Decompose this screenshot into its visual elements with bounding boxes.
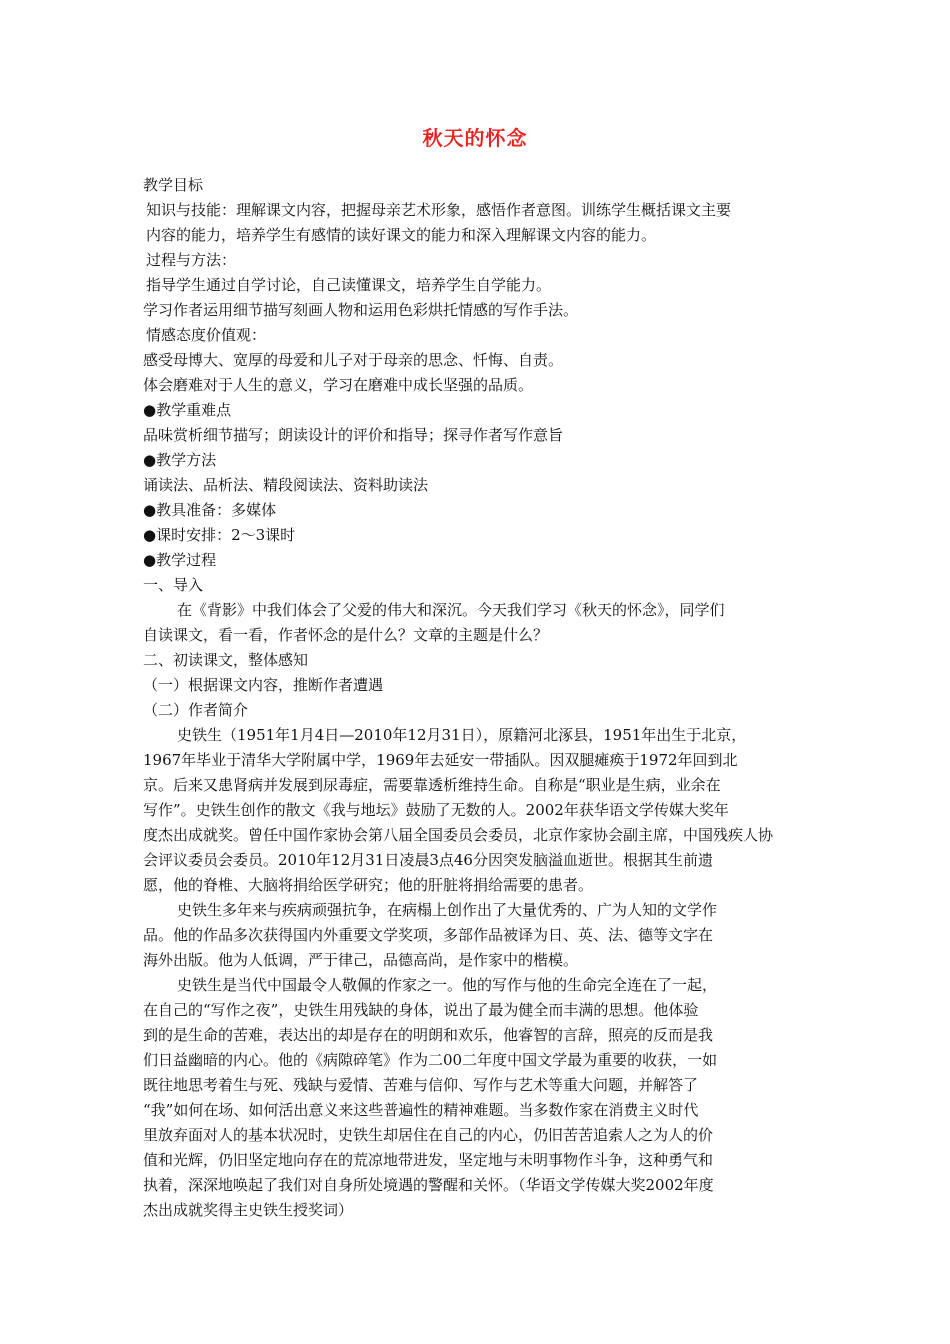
bullet-heading: ●教学过程: [143, 551, 217, 569]
section-heading: 一、导入: [143, 576, 204, 594]
document-body: [143, 173, 815, 1223]
text-line: 值和光辉，仍旧坚定地向存在的荒凉地带进发，坚定地与未明事物作斗争，这种勇气和: [143, 1151, 714, 1169]
text-line: 自读课文，看一看，作者怀念的是什么？文章的主题是什么？: [143, 626, 549, 644]
text-line: 过程与方法：: [146, 251, 237, 269]
text-line: 杰出成就奖得主史铁生授奖词）: [143, 1201, 354, 1219]
text-line: 们日益幽暗的内心。他的《病隙碎笔》作为二00二年度中国文学最为重要的收获，一如: [143, 1051, 718, 1069]
bullet-heading: ●教学重难点: [143, 401, 232, 419]
text-line: 学习作者运用细节描写刻画人物和运用色彩烘托情感的写作手法。: [143, 301, 579, 319]
text-line: 史铁生多年来与疾病顽强抗争，在病榻上创作出了大量优秀的、广为人知的文学作: [177, 901, 718, 919]
text-line: 品。他的作品多次获得国内外重要文学奖项，多部作品被译为日、英、法、德等文字在: [143, 926, 714, 944]
text-line: 既往地思考着生与死、残缺与爱情、苦难与信仰、写作与艺术等重大问题，并解答了: [143, 1076, 699, 1094]
text-line: 史铁生是当代中国最令人敬佩的作家之一。他的写作与他的生命完全连在了一起，: [177, 976, 718, 994]
text-line: 京。后来又患肾病并发展到尿毒症，需要靠透析维持生命。自称是“职业是生病，业余在: [143, 776, 721, 794]
subsection-heading: （二）作者简介: [143, 701, 249, 719]
text-line: 情感态度价值观：: [146, 326, 267, 344]
text-line: “我”如何在场、如何活出意义来这些普遍性的精神难题。当多数作家在消费主义时代: [143, 1101, 699, 1119]
text-line: 会评议委员会委员。2010年12月31日凌晨3点46分因突发脑溢血逝世。根据其生前遗: [143, 851, 713, 869]
text-line: 在《背影》中我们体会了父爱的伟大和深沉。今天我们学习《秋天的怀念》，同学们: [177, 601, 725, 619]
text-line: 感受母博大、宽厚的母爱和儿子对于母亲的思念、忏悔、自责。: [143, 351, 564, 369]
bullet-heading: ●教学方法: [143, 451, 217, 469]
text-line: 里放弃面对人的基本状况时，史铁生却居住在自己的内心，仍旧苦苦追索人之为人的价: [143, 1126, 714, 1144]
text-line: 愿，他的脊椎、大脑将捐给医学研究；他的肝脏将捐给需要的患者。: [143, 876, 594, 894]
text-line: 1967年毕业于清华大学附属中学，1969年去延安一带插队。因双腿瘫痪于1972年回到北: [143, 751, 738, 769]
text-line: 知识与技能：理解课文内容，把握母亲艺术形象，感悟作者意图。训练学生概括课文主要: [146, 201, 732, 219]
text-line: 指导学生通过自学讨论，自己读懂课文，培养学生自学能力。: [146, 276, 552, 294]
text-line: 度杰出成就奖。曾任中国作家协会第八届全国委员会委员，北京作家协会副主席，中国残疾人协: [143, 826, 774, 844]
text-line: 内容的能力，培养学生有感情的读好课文的能力和深入理解课文内容的能力。: [146, 226, 657, 244]
document-title: 秋天的怀念: [422, 126, 528, 150]
subsection-heading: （一）根据课文内容，推断作者遭遇: [143, 676, 384, 694]
text-line: 写作”。史铁生创作的散文《我与地坛》鼓励了无数的人。2002年获华语文学传媒大奖年: [143, 801, 729, 819]
section-heading: 二、初读课文，整体感知: [143, 651, 309, 669]
text-line: 执着，深深地唤起了我们对自身所处境遇的警醒和关怀。（华语文学传媒大奖2002年度: [143, 1176, 714, 1194]
text-line: 体会磨难对于人生的意义，学习在磨难中成长坚强的品质。: [143, 376, 534, 394]
text-line: 到的是生命的苦难，表达出的却是存在的明朗和欢乐，他睿智的言辞，照亮的反而是我: [143, 1026, 714, 1044]
bullet-heading: ●教具准备：多媒体: [143, 501, 277, 519]
text-line: 诵读法、品析法、精段阅读法、资料助读法: [143, 476, 429, 494]
bullet-heading: ●课时安排：2～3课时: [143, 526, 296, 544]
text-line: 史铁生（1951年1月4日—2010年12月31日），原籍河北涿县，1951年出生于北京，: [177, 726, 747, 744]
section-heading-teaching-goals: 教学目标: [143, 176, 204, 194]
text-line: 在自己的“写作之夜”，史铁生用残缺的身体，说出了最为健全而丰满的思想。他体验: [143, 1001, 699, 1019]
text-line: 海外出版。他为人低调，严于律己，品德高尚，是作家中的楷模。: [143, 951, 579, 969]
text-line: 品味赏析细节描写；朗读设计的评价和指导；探寻作者写作意旨: [143, 426, 564, 444]
